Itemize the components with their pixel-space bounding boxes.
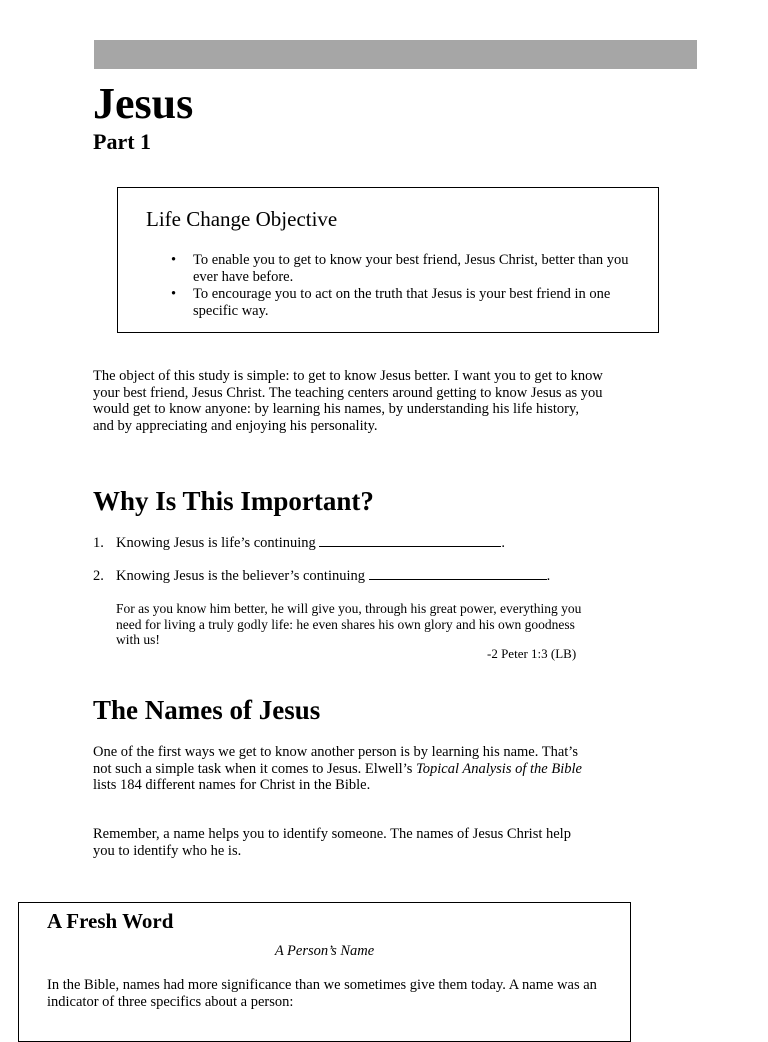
- intro-paragraph: The object of this study is simple: to get to know Jesus better. I want you to get to know your best friend, Jesus Christ. The teaching centers around getting to know Jesus as you would get to know anyone: by learning his names, by understanding his life history, and by appreciating and enjoying his personality.: [93, 368, 603, 434]
- fill-blank: [369, 567, 547, 580]
- page-title: Jesus: [93, 79, 194, 128]
- fresh-word-box: [18, 902, 631, 1042]
- why-item-1: [93, 534, 505, 552]
- names-heading: The Names of Jesus: [93, 695, 321, 725]
- objective-item: • To encourage you to act on the truth that Jesus is your best friend in one specific way.: [193, 286, 653, 320]
- item-end: .: [546, 568, 551, 584]
- objective-list: [193, 252, 653, 320]
- why-item-2: [93, 567, 550, 585]
- item-number: 2.: [93, 568, 104, 584]
- page-subtitle: Part 1: [93, 129, 152, 154]
- fresh-word-subheading: A Person’s Name: [274, 943, 375, 959]
- objective-heading: Life Change Objective: [146, 207, 338, 231]
- fill-blank: [319, 534, 501, 547]
- item-text: Knowing Jesus is life’s continuing: [116, 535, 316, 551]
- item-end: .: [501, 535, 506, 551]
- item-number: 1.: [93, 535, 104, 551]
- objective-item: • To enable you to get to know your best friend, Jesus Christ, better than you ever have before.: [193, 252, 653, 286]
- header-bar: [94, 40, 697, 69]
- scripture-quote: For as you know him better, he will give you, through his great power, everything you need for living a truly godly life: he even shares his own glory and his own goodness with us!: [116, 601, 582, 647]
- names-text: One of the first ways we get to know another person is by learning his name. That’s not such a simple task when it comes to Jesus. Elwell’s: [93, 744, 578, 777]
- scripture-citation: -2 Peter 1:3 (LB): [487, 646, 577, 661]
- names-paragraph-2: Remember, a name helps you to identify someone. The names of Jesus Christ help you to identify who he is.: [93, 826, 571, 859]
- names-paragraph-1: [93, 744, 583, 794]
- objective-box: [117, 187, 659, 333]
- item-text: Knowing Jesus is the believer’s continuing: [116, 568, 366, 584]
- why-heading: Why Is This Important?: [93, 486, 374, 516]
- names-text: lists 184 different names for Christ in the Bible.: [93, 777, 371, 793]
- fresh-word-text: In the Bible, names had more significance than we sometimes give them today. A name was an indicator of three specifics about a person:: [47, 977, 597, 1010]
- fresh-word-heading: A Fresh Word: [47, 909, 174, 933]
- book-title: Topical Analysis of the Bible: [416, 760, 582, 777]
